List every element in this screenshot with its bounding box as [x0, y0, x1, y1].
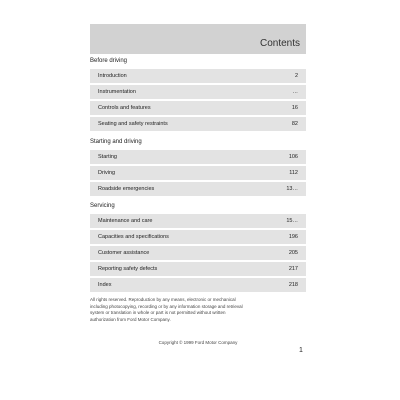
toc-entry[interactable]: [90, 230, 306, 244]
toc-entry[interactable]: [90, 85, 306, 99]
toc-entry-label: Roadside emergencies: [98, 186, 155, 192]
toc-entry-label: Instrumentation: [98, 89, 136, 95]
legal-line: All rights reserved. Reproduction by any means, electronic or mechanical: [90, 297, 236, 302]
toc-entry[interactable]: [90, 69, 306, 83]
toc-entry-label: Introduction: [98, 73, 127, 79]
toc-entry-page: 205: [288, 250, 298, 256]
section-heading: Starting and driving: [90, 139, 142, 145]
toc-entry-label: Driving: [98, 170, 116, 176]
toc-entry-page: 13…: [286, 186, 298, 192]
legal-line: including photocopying, recording or by any information storage and retrieval: [90, 303, 243, 309]
toc-entry[interactable]: [90, 182, 306, 196]
toc-entry-label: Index: [98, 282, 112, 288]
toc-entry-page: 112: [289, 170, 298, 176]
toc-entry[interactable]: [90, 150, 306, 164]
toc-entry[interactable]: [90, 278, 306, 292]
toc-entry-label: Reporting safety defects: [98, 266, 158, 272]
toc-entry[interactable]: [90, 101, 306, 115]
toc-entry[interactable]: [90, 246, 306, 260]
toc-entry-page: 217: [288, 266, 298, 272]
toc-entry[interactable]: [90, 166, 306, 180]
legal-line: authorization from Ford Motor Company.: [90, 316, 171, 322]
toc-entry-label: Seating and safety restraints: [98, 121, 168, 127]
page-number: 1: [299, 347, 303, 354]
toc-entry-page: 218: [288, 282, 298, 288]
toc-entry-page: 16: [291, 105, 298, 111]
toc-entry-page: 2: [294, 73, 298, 79]
toc-entry-page: 106: [288, 154, 298, 160]
toc-entry-page: 15…: [286, 218, 298, 224]
legal-notice: [90, 297, 306, 323]
toc-entry-label: Capacities and specifications: [98, 234, 169, 240]
toc-entry-label: Controls and features: [98, 105, 151, 111]
toc-entry[interactable]: [90, 214, 306, 228]
toc-entry-page: 196: [288, 234, 298, 240]
toc-entry[interactable]: [90, 117, 306, 131]
toc-entry-page: 82: [291, 121, 298, 127]
section-heading: Before driving: [90, 58, 128, 64]
toc-entry[interactable]: [90, 262, 306, 276]
section-heading: Servicing: [90, 203, 115, 209]
toc-entry-label: Maintenance and care: [98, 218, 153, 224]
toc-entry-label: Customer assistance: [98, 250, 150, 256]
contents-banner: [90, 24, 306, 54]
legal-line: system or translation in whole or part is not permitted without written: [90, 310, 226, 315]
page-title: Contents: [259, 38, 300, 49]
copyright-notice: Copyright © 1999 Ford Motor Company: [158, 340, 238, 345]
toc-entry-page: …: [292, 89, 298, 95]
toc-entry-label: Starting: [98, 154, 117, 160]
